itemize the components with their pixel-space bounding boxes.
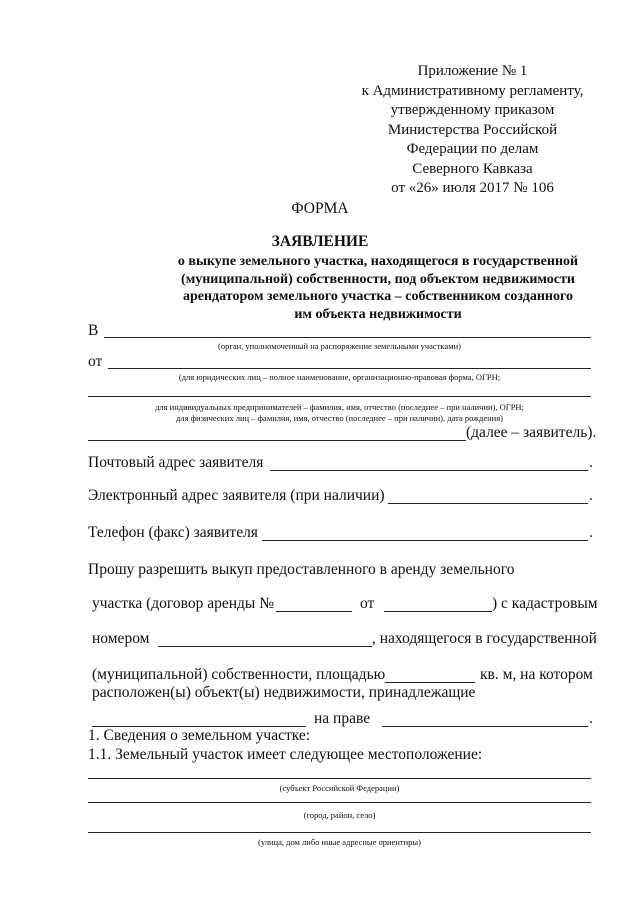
body-line-2-a: участка (договор аренды № xyxy=(92,595,275,612)
appendix-line: от «26» июля 2017 № 106 xyxy=(391,180,554,196)
phone-field[interactable] xyxy=(262,540,588,541)
body-line-4-b: кв. м, на котором xyxy=(480,666,593,683)
appendix-line: Северного Кавказа xyxy=(412,160,533,177)
appendix-block xyxy=(330,62,615,199)
to-prefix: В xyxy=(88,322,99,339)
from-hint-2a: для индивидуальных предпринимателей – фамилия, имя, отчество (последнее – при наличии), ОГРН; xyxy=(155,402,524,412)
subject-hint: (субъект Российской Федерации) xyxy=(279,783,400,793)
form-label: ФОРМА xyxy=(291,200,349,217)
lease-date-field[interactable] xyxy=(384,611,492,612)
city-field[interactable] xyxy=(88,802,591,803)
body-line-6-a: на праве xyxy=(314,710,371,727)
body-line-4-a: (муниципальной) собственности, площадью xyxy=(92,666,386,683)
subject-field[interactable] xyxy=(88,778,591,779)
to-hint: (орган, уполномоченный на распоряжение земельными участками) xyxy=(218,341,461,351)
street-hint: (улица, дом либо иные адресные ориентиры) xyxy=(258,837,421,847)
email-period: . xyxy=(589,487,593,504)
body-line-5: расположен(ы) объект(ы) недвижимости, принадлежащие xyxy=(92,684,476,701)
body-line-3-b: , находящегося в государственной xyxy=(372,630,597,647)
subtitle-line: (муниципальной) собственности, под объектом недвижимости xyxy=(181,271,575,287)
appendix-line: к Административному регламенту, xyxy=(361,82,584,99)
appendix-line: Приложение № 1 xyxy=(417,63,528,79)
from-field-2[interactable] xyxy=(88,396,591,397)
section-1-title: 1. Сведения о земельном участке: xyxy=(88,727,311,744)
to-field[interactable] xyxy=(104,337,591,338)
from-hint-1: (для юридических лиц – полное наименование, организационно-правовая форма, ОГРН; xyxy=(178,372,501,382)
area-field[interactable] xyxy=(385,682,475,683)
phone-label: Телефон (факс) заявителя xyxy=(88,524,258,541)
body-line-2-c: ) с кадастровым xyxy=(492,595,598,612)
document-subtitle xyxy=(108,253,640,323)
body-line-3-a: номером xyxy=(92,630,150,647)
body-line-2-b: от xyxy=(360,595,375,612)
email-field[interactable] xyxy=(388,503,588,504)
document-title: ЗАЯВЛЕНИЕ xyxy=(271,233,369,250)
email-label: Электронный адрес заявителя (при наличии) xyxy=(88,487,385,504)
from-field-3[interactable] xyxy=(88,440,466,441)
postal-period: . xyxy=(589,454,593,471)
city-hint: (город, район, село) xyxy=(303,810,376,820)
postal-address-field[interactable] xyxy=(270,470,588,471)
from-prefix: от xyxy=(88,353,103,370)
body-line-6-b: . xyxy=(589,710,593,727)
lease-number-field[interactable] xyxy=(276,611,352,612)
from-hint-2b: для физических лиц – фамилия, имя, отчество (последнее – при наличии), дата рождения) xyxy=(176,413,503,423)
phone-period: . xyxy=(589,524,593,541)
applicant-suffix: (далее – заявитель). xyxy=(466,424,597,441)
postal-label: Почтовый адрес заявителя xyxy=(88,454,264,471)
right-type-field[interactable] xyxy=(382,726,588,727)
appendix-line: утвержденному приказом xyxy=(390,102,555,118)
subtitle-line: им объекта недвижимости xyxy=(294,306,462,322)
body-line-1: Прошу разрешить выкуп предоставленного в аренду земельного xyxy=(88,561,515,578)
section-1-1-item: 1.1. Земельный участок имеет следующее местоположение: xyxy=(88,746,483,763)
street-field[interactable] xyxy=(88,832,591,833)
subtitle-line: арендатором земельного участка – собственником созданного xyxy=(182,289,574,304)
appendix-line: Федерации по делам xyxy=(406,141,539,157)
from-field[interactable] xyxy=(108,368,591,369)
cadastral-number-field[interactable] xyxy=(158,646,372,647)
subtitle-line: о выкупе земельного участка, находящегося в государственной xyxy=(177,254,579,269)
appendix-line: Министерства Российской xyxy=(387,121,558,138)
